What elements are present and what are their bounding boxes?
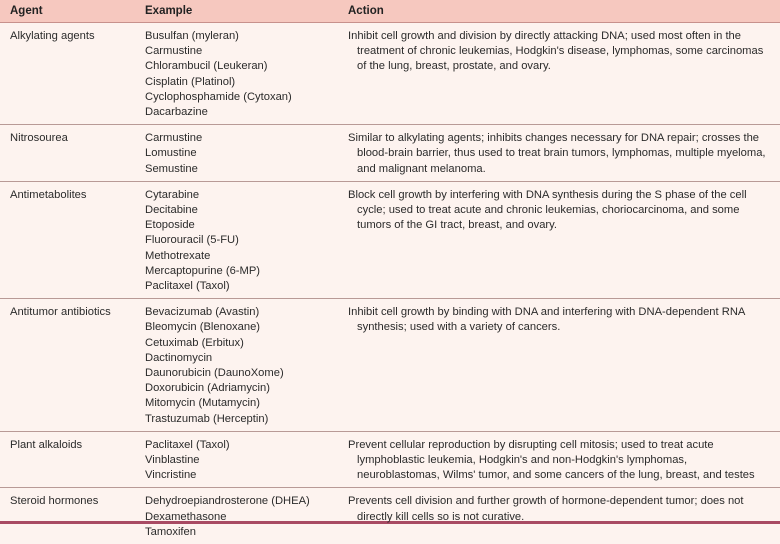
example-item: Etoposide <box>145 218 333 233</box>
action-cell <box>339 23 780 125</box>
example-item: Dacarbazine <box>145 105 333 120</box>
example-item: Chlorambucil (Leukeran) <box>145 59 333 74</box>
example-cell <box>136 488 339 544</box>
action-cell <box>339 181 780 298</box>
example-item: Cyclophosphamide (Cytoxan) <box>145 90 333 105</box>
example-item: Paclitaxel (Taxol) <box>145 438 333 453</box>
example-item: Semustine <box>145 162 333 177</box>
action-text: Prevents cell division and further growth of hormone-dependent tumor; does not directly kill cells so is not curative. <box>348 494 774 524</box>
example-item: Decitabine <box>145 203 333 218</box>
example-item: Dexamethasone <box>145 510 333 525</box>
example-item: Trastuzumab (Herceptin) <box>145 412 333 427</box>
example-item: Daunorubicin (DaunoXome) <box>145 366 333 381</box>
agent-cell: Antitumor antibiotics <box>0 299 136 432</box>
action-text: Prevent cellular reproduction by disrupting cell mitosis; used to treat acute lymphoblastic leukemia, Hodgkin's and non-Hodgkin's lymphomas, neuroblastomas, Wilms' tumor, and some cancers of the lung, breast, and testes <box>348 438 774 484</box>
action-cell <box>339 488 780 544</box>
example-item: Tamoxifen <box>145 525 333 540</box>
table-row <box>0 299 780 432</box>
example-item: Carmustine <box>145 44 333 59</box>
example-item: Fluorouracil (5-FU) <box>145 233 333 248</box>
agent-cell: Nitrosourea <box>0 125 136 182</box>
example-item: Carmustine <box>145 131 333 146</box>
example-cell <box>136 431 339 488</box>
action-cell <box>339 431 780 488</box>
example-item: Vinblastine <box>145 453 333 468</box>
example-cell <box>136 299 339 432</box>
header-action: Action <box>339 0 780 23</box>
example-item: Mercaptopurine (6-MP) <box>145 264 333 279</box>
example-item: Dactinomycin <box>145 351 333 366</box>
action-text: Similar to alkylating agents; inhibits changes necessary for DNA repair; crosses the blood-brain barrier, thus used to treat brain tumors, lymphomas, multiple myeloma, and malignant melanoma. <box>348 131 774 177</box>
table-body <box>0 23 780 544</box>
example-item: Cisplatin (Platinol) <box>145 75 333 90</box>
table-row <box>0 125 780 182</box>
example-cell <box>136 181 339 298</box>
example-item: Lomustine <box>145 146 333 161</box>
example-cell <box>136 23 339 125</box>
example-item: Methotrexate <box>145 249 333 264</box>
example-item: Cetuximab (Erbitux) <box>145 336 333 351</box>
example-item: Mitomycin (Mutamycin) <box>145 396 333 411</box>
example-item: Doxorubicin (Adriamycin) <box>145 381 333 396</box>
example-item: Bleomycin (Blenoxane) <box>145 320 333 335</box>
example-item: Busulfan (myleran) <box>145 29 333 44</box>
example-item: Cytarabine <box>145 188 333 203</box>
example-item: Bevacizumab (Avastin) <box>145 305 333 320</box>
table-row <box>0 431 780 488</box>
action-cell <box>339 125 780 182</box>
agent-cell: Steroid hormones <box>0 488 136 544</box>
example-cell <box>136 125 339 182</box>
table-row <box>0 181 780 298</box>
table-header <box>0 0 780 23</box>
example-item: Vincristine <box>145 468 333 483</box>
agent-cell: Alkylating agents <box>0 23 136 125</box>
example-item: Paclitaxel (Taxol) <box>145 279 333 294</box>
header-agent: Agent <box>0 0 136 23</box>
header-row <box>0 0 780 23</box>
table-row <box>0 23 780 125</box>
example-item: Dehydroepiandrosterone (DHEA) <box>145 494 333 509</box>
header-example: Example <box>136 0 339 23</box>
action-cell <box>339 299 780 432</box>
agent-cell: Plant alkaloids <box>0 431 136 488</box>
action-text: Block cell growth by interfering with DNA synthesis during the S phase of the cell cycle; used to treat acute and chronic leukemias, choriocarcinoma, and some tumors of the GI tract, breast, and ovary. <box>348 188 774 234</box>
table-row <box>0 488 780 544</box>
agent-cell: Antimetabolites <box>0 181 136 298</box>
action-text: Inhibit cell growth and division by directly attacking DNA; used most often in the treatment of chronic leukemias, Hodgkin's disease, lymphomas, some carcinomas of the lung, breast, prostate, and ovary. <box>348 29 774 75</box>
action-text: Inhibit cell growth by binding with DNA and interfering with DNA-dependent RNA synthesis; used with a variety of cancers. <box>348 305 774 335</box>
